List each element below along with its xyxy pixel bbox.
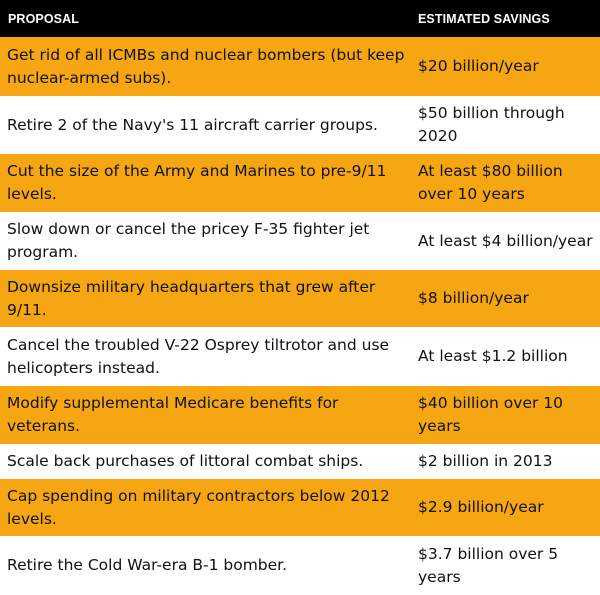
savings-cell: $2.9 billion/year <box>418 498 544 516</box>
table-row <box>0 154 600 212</box>
header-estimated-savings: ESTIMATED SAVINGS <box>418 11 550 26</box>
table-row <box>0 536 600 595</box>
header-proposal: PROPOSAL <box>8 11 79 26</box>
savings-cell: $3.7 billion over 5 years <box>418 544 559 586</box>
proposal-cell: Cap spending on military contractors below 2012 levels. <box>7 486 390 528</box>
proposal-cell: Retire the Cold War-era B-1 bomber. <box>7 556 288 574</box>
table-row <box>0 212 600 270</box>
savings-cell: $40 billion over 10 years <box>418 394 564 435</box>
table-row <box>0 270 600 327</box>
proposal-cell: Get rid of all ICMBs and nuclear bombers (but keep nuclear-armed subs). <box>7 45 405 87</box>
table-row <box>0 479 600 536</box>
savings-cell: $2 billion in 2013 <box>418 452 553 470</box>
savings-cell: $8 billion/year <box>418 289 529 307</box>
savings-cell: At least $1.2 billion <box>418 347 568 365</box>
proposal-cell: Cut the size of the Army and Marines to pre-9/11 levels. <box>7 162 387 203</box>
savings-cell: $20 billion/year <box>418 57 539 75</box>
table-row <box>0 444 600 479</box>
table-row <box>0 37 600 96</box>
savings-cell: At least $4 billion/year <box>418 231 593 250</box>
proposal-cell: Modify supplemental Medicare benefits for veterans. <box>7 394 339 435</box>
table-row <box>0 327 600 386</box>
proposal-cell: Slow down or cancel the pricey F-35 fighter jet program. <box>7 220 370 261</box>
table-header <box>0 0 600 37</box>
savings-cell: $50 billion through 2020 <box>418 104 565 145</box>
proposal-cell: Scale back purchases of littoral combat ships. <box>7 452 364 470</box>
proposal-cell: Downsize military headquarters that grew after 9/11. <box>7 277 376 319</box>
table-row <box>0 96 600 154</box>
savings-cell: At least $80 billion over 10 years <box>418 162 563 203</box>
proposal-cell: Retire 2 of the Navy's 11 aircraft carrier groups. <box>7 115 378 134</box>
table-row <box>0 386 600 444</box>
proposal-cell: Cancel the troubled V-22 Osprey tiltrotor and use helicopters instead. <box>7 335 390 377</box>
